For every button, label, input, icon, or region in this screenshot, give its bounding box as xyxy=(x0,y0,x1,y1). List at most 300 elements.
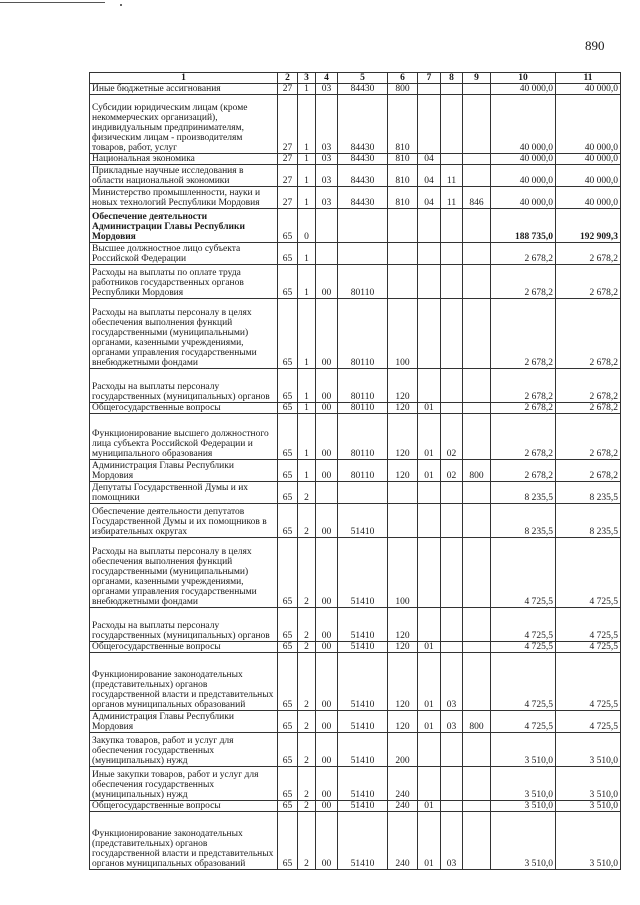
cell-col4: 00 xyxy=(316,653,338,711)
cell-col6: 810 xyxy=(388,154,418,165)
cell-col3: 1 xyxy=(298,243,316,265)
cell-col4: 00 xyxy=(316,733,338,767)
cell-col6: 120 xyxy=(388,642,418,653)
cell-col8 xyxy=(441,299,463,369)
header-cell: 5 xyxy=(338,73,388,84)
table-row xyxy=(90,538,621,608)
row-name: Расходы на выплаты персоналу в целях обеспечения выполнения функций государственными (муниципальными) органами, казенными учреждениями, органами управления государственными внебюджетными фондами xyxy=(90,538,278,608)
budget-table xyxy=(89,72,621,870)
table-header-row xyxy=(90,73,621,84)
cell-col5: 51410 xyxy=(338,767,388,801)
cell-col7 xyxy=(418,482,441,504)
cell-col9 xyxy=(463,299,491,369)
cell-col3: 1 xyxy=(298,95,316,154)
cell-col7: 04 xyxy=(418,165,441,187)
cell-col6 xyxy=(388,482,418,504)
cell-col4: 03 xyxy=(316,95,338,154)
row-name: Министерство промышленности, науки и новых технологий Республики Мордовия xyxy=(90,187,278,209)
cell-col7: 01 xyxy=(418,812,441,870)
cell-col8 xyxy=(441,608,463,642)
row-name: Расходы на выплаты персоналу в целях обеспечения выполнения функций государственными (муниципальными) органами, казенными учреждениями, органами управления государственными внебюджетными фондами xyxy=(90,299,278,369)
table-row xyxy=(90,243,621,265)
cell-col6: 120 xyxy=(388,460,418,482)
cell-col7: 01 xyxy=(418,642,441,653)
cell-col5 xyxy=(338,243,388,265)
cell-col8 xyxy=(441,538,463,608)
cell-col5: 84430 xyxy=(338,84,388,95)
cell-col2: 65 xyxy=(278,711,298,733)
table-row xyxy=(90,482,621,504)
cell-col2: 65 xyxy=(278,642,298,653)
cell-col4: 03 xyxy=(316,154,338,165)
table-row xyxy=(90,608,621,642)
cell-col4: 00 xyxy=(316,403,338,414)
cell-col2: 65 xyxy=(278,482,298,504)
cell-col7 xyxy=(418,767,441,801)
cell-col7: 01 xyxy=(418,403,441,414)
cell-col6: 810 xyxy=(388,95,418,154)
cell-col3: 1 xyxy=(298,84,316,95)
cell-col7 xyxy=(418,209,441,243)
cell-col7: 01 xyxy=(418,711,441,733)
row-name: Прикладные научные исследования в области национальной экономики xyxy=(90,165,278,187)
cell-col9 xyxy=(463,369,491,403)
cell-amount-2022: 40 000,0 xyxy=(556,84,621,95)
cell-col4: 00 xyxy=(316,642,338,653)
cell-col7 xyxy=(418,243,441,265)
cell-col5: 80110 xyxy=(338,369,388,403)
cell-col2: 65 xyxy=(278,538,298,608)
cell-amount-2021: 4 725,5 xyxy=(491,642,556,653)
cell-col6: 120 xyxy=(388,653,418,711)
row-name: Расходы на выплаты персоналу государственных (муниципальных) органов xyxy=(90,369,278,403)
row-name: Обеспечение деятельности Администрации Главы Республики Мордовия xyxy=(90,209,278,243)
top-rule xyxy=(0,2,105,3)
table-row xyxy=(90,642,621,653)
cell-amount-2022: 40 000,0 xyxy=(556,154,621,165)
cell-col9: 800 xyxy=(463,460,491,482)
cell-col2: 65 xyxy=(278,414,298,460)
cell-col5: 84430 xyxy=(338,95,388,154)
table-row xyxy=(90,733,621,767)
cell-amount-2022: 3 510,0 xyxy=(556,801,621,812)
cell-col5: 51410 xyxy=(338,504,388,538)
cell-col9 xyxy=(463,154,491,165)
cell-col8 xyxy=(441,801,463,812)
cell-col3: 1 xyxy=(298,154,316,165)
cell-col2: 27 xyxy=(278,165,298,187)
header-cell: 11 xyxy=(556,73,621,84)
cell-amount-2022: 4 725,5 xyxy=(556,608,621,642)
cell-col5 xyxy=(338,482,388,504)
cell-amount-2022: 4 725,5 xyxy=(556,653,621,711)
table-row xyxy=(90,95,621,154)
cell-col2: 65 xyxy=(278,460,298,482)
cell-col5: 51410 xyxy=(338,711,388,733)
table-row xyxy=(90,187,621,209)
cell-col7: 01 xyxy=(418,801,441,812)
cell-col9 xyxy=(463,95,491,154)
cell-amount-2021: 4 725,5 xyxy=(491,711,556,733)
cell-col2: 27 xyxy=(278,95,298,154)
cell-col5: 84430 xyxy=(338,187,388,209)
cell-col7: 04 xyxy=(418,187,441,209)
cell-col8: 11 xyxy=(441,187,463,209)
row-name: Иные закупки товаров, работ и услуг для обеспечения государственных (муниципальных) нужд xyxy=(90,767,278,801)
cell-col9 xyxy=(463,265,491,299)
cell-col5 xyxy=(338,209,388,243)
row-name: Общегосударственные вопросы xyxy=(90,801,278,812)
cell-col7 xyxy=(418,84,441,95)
cell-col9 xyxy=(463,209,491,243)
table-row xyxy=(90,414,621,460)
cell-col4: 00 xyxy=(316,608,338,642)
cell-col8: 11 xyxy=(441,165,463,187)
row-name: Иные бюджетные ассигнования xyxy=(90,84,278,95)
cell-col3: 2 xyxy=(298,642,316,653)
cell-col8 xyxy=(441,403,463,414)
cell-col3: 1 xyxy=(298,165,316,187)
cell-col7 xyxy=(418,299,441,369)
cell-col2: 65 xyxy=(278,801,298,812)
cell-col4: 00 xyxy=(316,504,338,538)
cell-amount-2021: 3 510,0 xyxy=(491,767,556,801)
cell-amount-2021: 2 678,2 xyxy=(491,403,556,414)
row-name: Закупка товаров, работ и услуг для обеспечения государственных (муниципальных) нужд xyxy=(90,733,278,767)
cell-col4: 00 xyxy=(316,460,338,482)
cell-amount-2022: 4 725,5 xyxy=(556,711,621,733)
row-name: Расходы на выплаты по оплате труда работников государственных органов Республики Мордовия xyxy=(90,265,278,299)
cell-col3: 1 xyxy=(298,299,316,369)
cell-col6: 240 xyxy=(388,812,418,870)
cell-col4 xyxy=(316,482,338,504)
cell-col6 xyxy=(388,243,418,265)
cell-col7: 01 xyxy=(418,414,441,460)
row-name: Обеспечение деятельности депутатов Государственной Думы и их помощников в избирательных округах xyxy=(90,504,278,538)
cell-col4: 00 xyxy=(316,414,338,460)
cell-col8: 03 xyxy=(441,711,463,733)
row-name: Высшее должностное лицо субъекта Российской Федерации xyxy=(90,243,278,265)
cell-col3: 2 xyxy=(298,767,316,801)
table-row xyxy=(90,265,621,299)
cell-col9 xyxy=(463,653,491,711)
cell-col9 xyxy=(463,538,491,608)
table-row xyxy=(90,801,621,812)
cell-col5: 51410 xyxy=(338,733,388,767)
row-name: Администрация Главы Республики Мордовия xyxy=(90,460,278,482)
cell-amount-2022: 192 909,3 xyxy=(556,209,621,243)
cell-amount-2022: 8 235,5 xyxy=(556,504,621,538)
row-name: Функционирование законодательных (представительных) органов государственной власти и представительных органов муниципальных образований xyxy=(90,653,278,711)
cell-col3: 2 xyxy=(298,608,316,642)
cell-col3: 1 xyxy=(298,187,316,209)
cell-amount-2021: 8 235,5 xyxy=(491,504,556,538)
cell-col6: 120 xyxy=(388,711,418,733)
cell-amount-2022: 3 510,0 xyxy=(556,812,621,870)
cell-col7 xyxy=(418,95,441,154)
cell-col6 xyxy=(388,504,418,538)
row-name: Национальная экономика xyxy=(90,154,278,165)
cell-col3: 2 xyxy=(298,482,316,504)
table-row xyxy=(90,767,621,801)
cell-col8: 02 xyxy=(441,414,463,460)
table-row xyxy=(90,812,621,870)
cell-col9 xyxy=(463,403,491,414)
cell-col9 xyxy=(463,767,491,801)
cell-col4: 03 xyxy=(316,187,338,209)
cell-col8 xyxy=(441,369,463,403)
cell-col2: 65 xyxy=(278,504,298,538)
cell-col4: 00 xyxy=(316,767,338,801)
cell-amount-2021: 3 510,0 xyxy=(491,801,556,812)
cell-col8 xyxy=(441,733,463,767)
table-row xyxy=(90,403,621,414)
cell-col6 xyxy=(388,265,418,299)
header-cell: 1 xyxy=(90,73,278,84)
table-row xyxy=(90,653,621,711)
cell-col5: 51410 xyxy=(338,801,388,812)
cell-amount-2021: 2 678,2 xyxy=(491,414,556,460)
cell-amount-2021: 188 735,0 xyxy=(491,209,556,243)
header-cell: 10 xyxy=(491,73,556,84)
cell-amount-2022: 3 510,0 xyxy=(556,767,621,801)
cell-col8 xyxy=(441,209,463,243)
row-name: Функционирование законодательных (представительных) органов государственной власти и представительных органов муниципальных образований xyxy=(90,812,278,870)
cell-col7 xyxy=(418,369,441,403)
cell-col9 xyxy=(463,812,491,870)
cell-amount-2021: 3 510,0 xyxy=(491,733,556,767)
row-name: Общегосударственные вопросы xyxy=(90,403,278,414)
cell-col8 xyxy=(441,504,463,538)
cell-amount-2022: 8 235,5 xyxy=(556,482,621,504)
cell-col2: 65 xyxy=(278,265,298,299)
cell-amount-2021: 40 000,0 xyxy=(491,165,556,187)
cell-col2: 65 xyxy=(278,608,298,642)
table-row xyxy=(90,711,621,733)
header-cell: 6 xyxy=(388,73,418,84)
cell-amount-2022: 40 000,0 xyxy=(556,165,621,187)
cell-col8: 03 xyxy=(441,653,463,711)
cell-col7 xyxy=(418,608,441,642)
cell-col5: 51410 xyxy=(338,538,388,608)
cell-col6: 100 xyxy=(388,299,418,369)
cell-amount-2021: 40 000,0 xyxy=(491,84,556,95)
cell-col8: 03 xyxy=(441,812,463,870)
cell-amount-2022: 40 000,0 xyxy=(556,187,621,209)
cell-col3: 2 xyxy=(298,504,316,538)
cell-col3: 1 xyxy=(298,369,316,403)
cell-col8 xyxy=(441,95,463,154)
cell-col6: 240 xyxy=(388,767,418,801)
cell-col5: 51410 xyxy=(338,642,388,653)
table-row xyxy=(90,369,621,403)
cell-col2: 65 xyxy=(278,403,298,414)
cell-col3: 2 xyxy=(298,801,316,812)
cell-amount-2021: 40 000,0 xyxy=(491,187,556,209)
cell-col9 xyxy=(463,801,491,812)
cell-col2: 65 xyxy=(278,299,298,369)
cell-col4: 00 xyxy=(316,711,338,733)
header-cell: 3 xyxy=(298,73,316,84)
cell-col8 xyxy=(441,154,463,165)
cell-col9 xyxy=(463,243,491,265)
cell-col4: 00 xyxy=(316,538,338,608)
cell-col7: 04 xyxy=(418,154,441,165)
cell-col8 xyxy=(441,767,463,801)
cell-col2: 65 xyxy=(278,733,298,767)
row-name: Депутаты Государственной Думы и их помощники xyxy=(90,482,278,504)
cell-col8: 02 xyxy=(441,460,463,482)
cell-col3: 1 xyxy=(298,265,316,299)
cell-col6: 120 xyxy=(388,608,418,642)
cell-col9 xyxy=(463,733,491,767)
cell-col6: 100 xyxy=(388,538,418,608)
table-row xyxy=(90,165,621,187)
cell-amount-2021: 2 678,2 xyxy=(491,460,556,482)
header-cell: 9 xyxy=(463,73,491,84)
cell-col9 xyxy=(463,608,491,642)
cell-col3: 1 xyxy=(298,414,316,460)
cell-col2: 65 xyxy=(278,209,298,243)
cell-amount-2022: 4 725,5 xyxy=(556,642,621,653)
cell-col9 xyxy=(463,414,491,460)
cell-amount-2022: 2 678,2 xyxy=(556,403,621,414)
cell-col4: 00 xyxy=(316,369,338,403)
cell-col8 xyxy=(441,243,463,265)
cell-amount-2022: 3 510,0 xyxy=(556,733,621,767)
cell-col7 xyxy=(418,265,441,299)
cell-col6: 120 xyxy=(388,403,418,414)
cell-col5: 80110 xyxy=(338,414,388,460)
cell-col5: 80110 xyxy=(338,403,388,414)
table-row xyxy=(90,84,621,95)
cell-col8 xyxy=(441,84,463,95)
cell-col3: 1 xyxy=(298,460,316,482)
row-name: Функционирование высшего должностного лица субъекта Российской Федерации и муниципального образования xyxy=(90,414,278,460)
cell-amount-2021: 3 510,0 xyxy=(491,812,556,870)
cell-col9 xyxy=(463,165,491,187)
cell-col5: 84430 xyxy=(338,165,388,187)
cell-col9 xyxy=(463,482,491,504)
cell-amount-2021: 8 235,5 xyxy=(491,482,556,504)
cell-col3: 2 xyxy=(298,812,316,870)
cell-col4: 03 xyxy=(316,165,338,187)
cell-col3: 2 xyxy=(298,653,316,711)
cell-col2: 27 xyxy=(278,84,298,95)
cell-amount-2021: 2 678,2 xyxy=(491,243,556,265)
table-row xyxy=(90,504,621,538)
cell-amount-2021: 40 000,0 xyxy=(491,95,556,154)
row-name: Общегосударственные вопросы xyxy=(90,642,278,653)
cell-col3: 2 xyxy=(298,733,316,767)
cell-col4 xyxy=(316,209,338,243)
cell-amount-2022: 4 725,5 xyxy=(556,538,621,608)
cell-col7 xyxy=(418,538,441,608)
cell-col2: 65 xyxy=(278,243,298,265)
cell-col6: 810 xyxy=(388,165,418,187)
cell-col4: 00 xyxy=(316,812,338,870)
table-row xyxy=(90,460,621,482)
cell-col5: 51410 xyxy=(338,653,388,711)
scan-mark xyxy=(120,4,122,6)
cell-amount-2022: 2 678,2 xyxy=(556,265,621,299)
cell-amount-2021: 4 725,5 xyxy=(491,608,556,642)
header-cell: 8 xyxy=(441,73,463,84)
cell-col6: 810 xyxy=(388,187,418,209)
cell-col3: 2 xyxy=(298,711,316,733)
cell-col8 xyxy=(441,265,463,299)
cell-amount-2021: 2 678,2 xyxy=(491,369,556,403)
cell-amount-2021: 4 725,5 xyxy=(491,538,556,608)
cell-col9 xyxy=(463,642,491,653)
cell-col6: 240 xyxy=(388,801,418,812)
cell-col8 xyxy=(441,482,463,504)
cell-col5: 80110 xyxy=(338,299,388,369)
row-name: Субсидии юридическим лицам (кроме некоммерческих организаций), индивидуальным предпринимателям, физическим лицам - производителям товаров, работ, услуг xyxy=(90,95,278,154)
cell-col6 xyxy=(388,209,418,243)
cell-col6: 120 xyxy=(388,414,418,460)
cell-col7: 01 xyxy=(418,653,441,711)
cell-amount-2022: 2 678,2 xyxy=(556,369,621,403)
cell-col5: 80110 xyxy=(338,460,388,482)
cell-col2: 27 xyxy=(278,154,298,165)
cell-col2: 65 xyxy=(278,653,298,711)
cell-col4: 00 xyxy=(316,265,338,299)
cell-col9: 800 xyxy=(463,711,491,733)
table-row xyxy=(90,154,621,165)
header-cell: 4 xyxy=(316,73,338,84)
cell-col4: 00 xyxy=(316,801,338,812)
cell-col5: 51410 xyxy=(338,812,388,870)
cell-col9: 846 xyxy=(463,187,491,209)
header-cell: 7 xyxy=(418,73,441,84)
cell-col3: 2 xyxy=(298,538,316,608)
cell-col2: 65 xyxy=(278,369,298,403)
cell-col6: 800 xyxy=(388,84,418,95)
cell-col7: 01 xyxy=(418,460,441,482)
cell-amount-2021: 2 678,2 xyxy=(491,299,556,369)
row-name: Расходы на выплаты персоналу государственных (муниципальных) органов xyxy=(90,608,278,642)
cell-col7 xyxy=(418,504,441,538)
cell-amount-2022: 2 678,2 xyxy=(556,243,621,265)
cell-col5: 51410 xyxy=(338,608,388,642)
cell-amount-2022: 40 000,0 xyxy=(556,95,621,154)
cell-col3: 1 xyxy=(298,403,316,414)
page-number: 890 xyxy=(585,38,605,53)
cell-amount-2022: 2 678,2 xyxy=(556,299,621,369)
cell-col5: 80110 xyxy=(338,265,388,299)
cell-col2: 65 xyxy=(278,767,298,801)
cell-col8 xyxy=(441,642,463,653)
cell-col6: 200 xyxy=(388,733,418,767)
cell-amount-2022: 2 678,2 xyxy=(556,460,621,482)
cell-col6: 120 xyxy=(388,369,418,403)
cell-col9 xyxy=(463,504,491,538)
table-row xyxy=(90,299,621,369)
cell-col7 xyxy=(418,733,441,767)
cell-amount-2021: 4 725,5 xyxy=(491,653,556,711)
cell-col3: 0 xyxy=(298,209,316,243)
cell-col2: 65 xyxy=(278,812,298,870)
row-name: Администрация Главы Республики Мордовия xyxy=(90,711,278,733)
cell-amount-2021: 40 000,0 xyxy=(491,154,556,165)
cell-col2: 27 xyxy=(278,187,298,209)
table-row xyxy=(90,209,621,243)
cell-amount-2022: 2 678,2 xyxy=(556,414,621,460)
cell-col5: 84430 xyxy=(338,154,388,165)
cell-col4: 00 xyxy=(316,299,338,369)
cell-col9 xyxy=(463,84,491,95)
